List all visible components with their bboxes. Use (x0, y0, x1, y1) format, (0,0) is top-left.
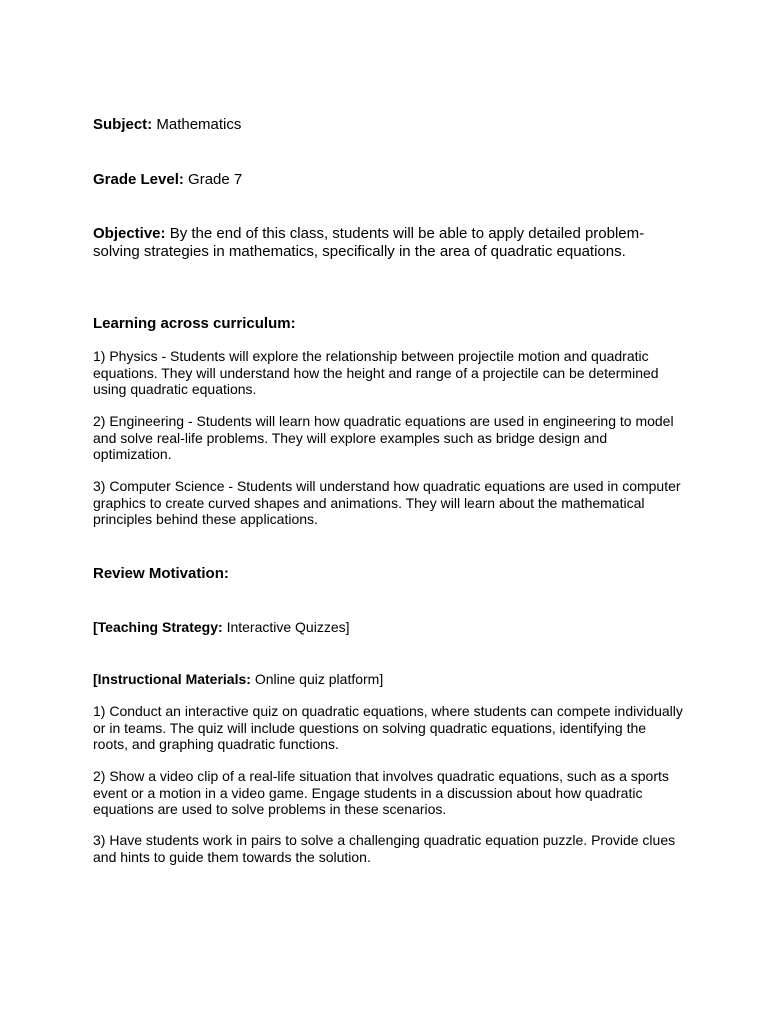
grade-level-label: Grade Level: (93, 171, 184, 188)
curriculum-item-computer-science: 3) Computer Science - Students will understand how quadratic equations are used in computer graphics to create curved shapes and animations. They will learn about the mathematical principles behind these applications. (93, 478, 681, 527)
review-item-puzzle: 3) Have students work in pairs to solve a challenging quadratic equation puzzle. Provide clues and hints to guide them towards the solution. (93, 832, 676, 865)
teaching-strategy-label: Teaching Strategy: (97, 619, 223, 635)
curriculum-item-physics: 1) Physics - Students will explore the relationship between projectile motion and quadratic equations. They will understand how the height and range of a projectile can be determined using quadratic equations. (93, 348, 659, 397)
objective-paragraph (93, 225, 683, 261)
subject-value: Mathematics (156, 116, 242, 133)
review-item-quiz: 1) Conduct an interactive quiz on quadratic equations, where students can compete individually or in teams. The quiz will include questions on solving quadratic equations, identifying the roots, and graphing quadratic functions. (93, 703, 683, 752)
objective-label: Objective: (93, 225, 166, 242)
teaching-strategy-open-bracket: [ (93, 619, 98, 635)
curriculum-item-engineering: 2) Engineering - Students will learn how quadratic equations are used in engineering to model and solve real-life problems. They will explore examples such as bridge design and optimization. (93, 413, 674, 462)
review-item-video: 2) Show a video clip of a real-life situation that involves quadratic equations, such as a sports event or a motion in a video game. Engage students in a discussion about how quadratic equations are used to solve problems in these scenarios. (93, 768, 669, 817)
subject-label: Subject: (93, 116, 153, 133)
teaching-strategy-line (93, 619, 683, 636)
instructional-materials-label: Instructional Materials: (97, 671, 251, 687)
learning-across-curriculum-heading: Learning across curriculum: (93, 315, 296, 332)
teaching-strategy-value: Interactive Quizzes (226, 619, 346, 635)
subject-line (93, 116, 683, 134)
instructional-materials-close-bracket: ] (379, 671, 384, 687)
review-motivation-heading: Review Motivation: (93, 565, 229, 582)
teaching-strategy-close-bracket: ] (345, 619, 350, 635)
instructional-materials-line (93, 671, 683, 688)
objective-value: By the end of this class, students will be able to apply detailed problem-solving strategies in mathematics, specifically in the area of quadratic equations. (93, 225, 645, 260)
instructional-materials-value: Online quiz platform (254, 671, 380, 687)
grade-level-line (93, 171, 683, 189)
instructional-materials-open-bracket: [ (93, 671, 98, 687)
grade-level-value: Grade 7 (188, 171, 243, 188)
